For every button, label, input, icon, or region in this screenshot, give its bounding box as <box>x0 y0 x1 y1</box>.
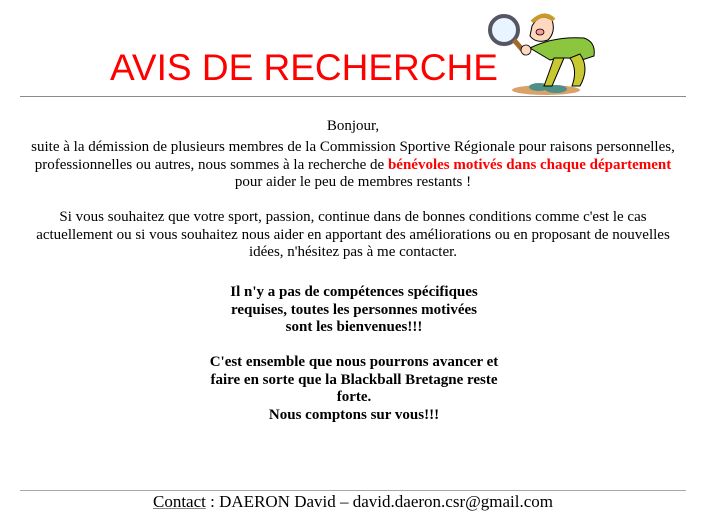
detective-magnifier-icon <box>484 8 606 98</box>
bold-line: faire en sorte que la Blackball Bretagne reste <box>210 371 498 388</box>
contact-label: Contact <box>153 492 206 511</box>
contact-line <box>20 492 686 512</box>
header-divider <box>20 96 686 97</box>
bold-line: forte. <box>336 389 372 405</box>
footer-divider <box>20 490 686 491</box>
bold-line: Nous comptons sur vous!!! <box>268 406 440 423</box>
contact-separator: : <box>205 492 220 511</box>
closing-block <box>200 354 508 424</box>
bold-line: C'est ensemble que nous pourrons avancer et <box>209 354 499 370</box>
contact-email[interactable]: david.daeron.csr@gmail.com <box>352 492 553 511</box>
page-title: AVIS DE RECHERCHE <box>110 47 498 88</box>
highlight-volunteers: bénévoles motivés dans chaque département <box>387 156 672 173</box>
contact-name: DAERON David – <box>219 492 353 511</box>
bold-line: requises, toutes les personnes motivées <box>231 301 477 318</box>
intro-text: suite à la démission de plusieurs membres de la Commission Sportive Régionale pour raisons personnelles, professionnelles ou autres, nous sommes à la recherche de <box>31 139 675 173</box>
no-skills-required-block <box>200 284 508 337</box>
paragraph-invitation: Si vous souhaitez que votre sport, passion, continue dans de bonnes conditions comme c'est le cas actuellement ou si vous souhaitez nous aider en apportant des améliorations ou en proposant de nouvelles idées, n'hésitez pas à me contacter. <box>36 209 670 260</box>
intro-text-end: pour aider le peu de membres restants ! <box>234 174 472 190</box>
paragraph-intro <box>20 139 686 192</box>
bold-line: sont les bienvenues!!! <box>285 319 423 335</box>
greeting: Bonjour, <box>326 118 380 134</box>
bold-line: Il n'y a pas de compétences spécifiques <box>230 284 478 300</box>
